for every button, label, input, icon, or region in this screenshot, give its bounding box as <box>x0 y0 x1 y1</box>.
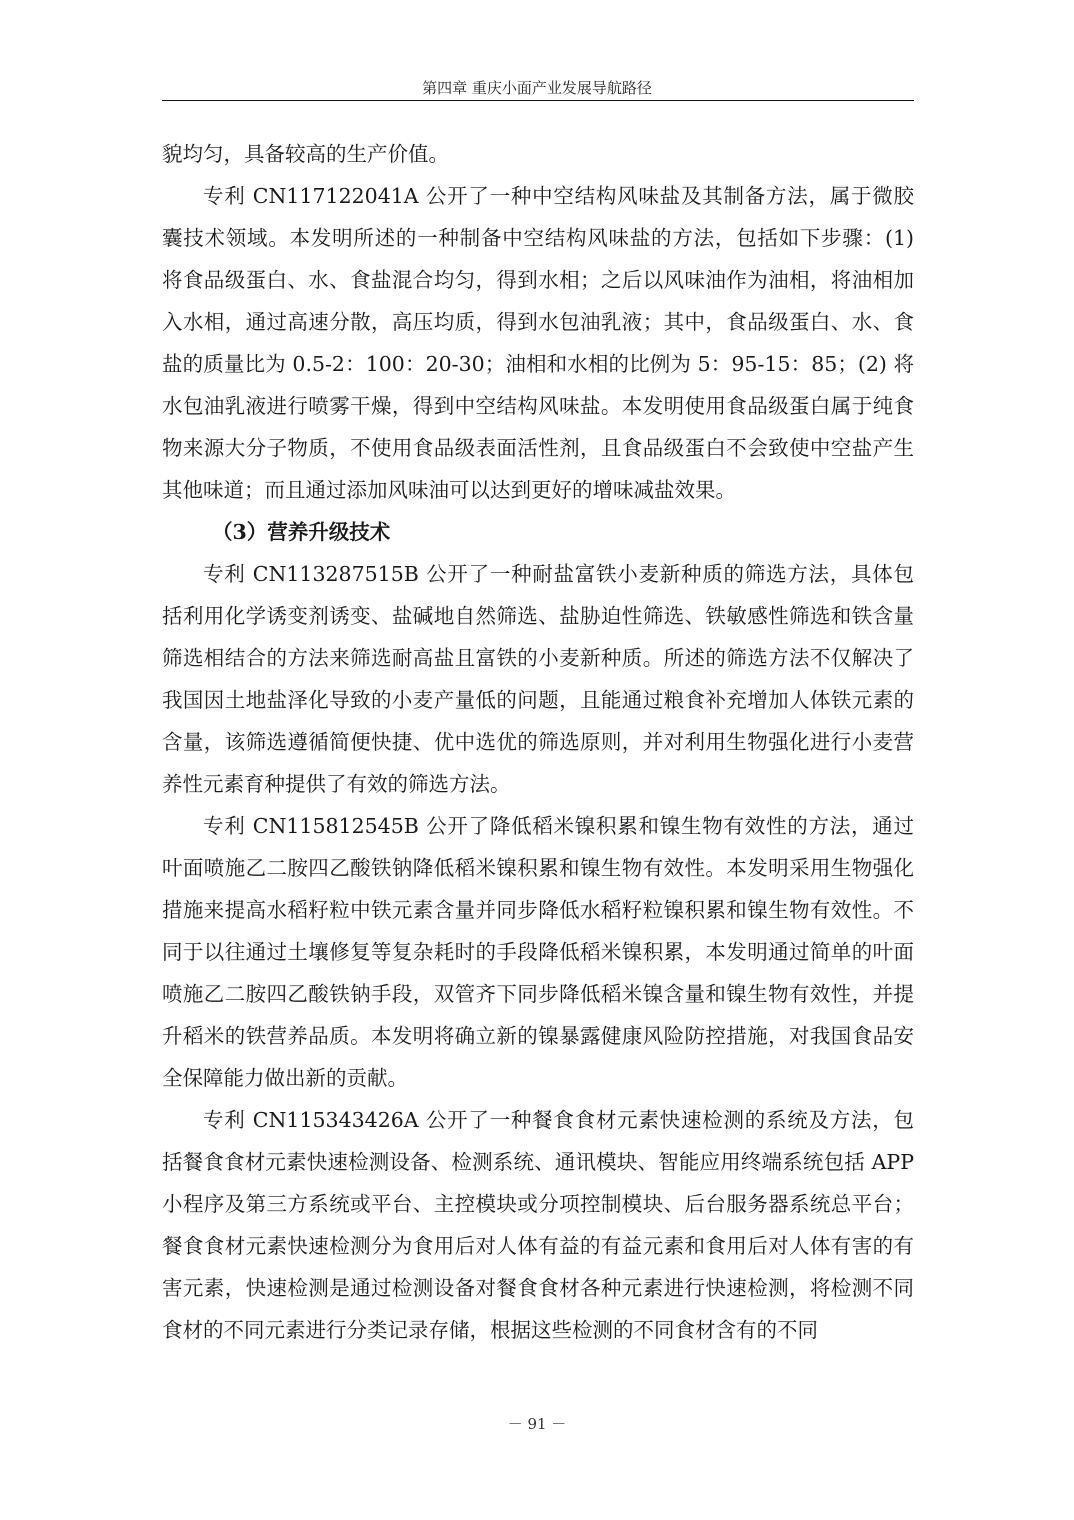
page-body <box>162 133 914 1351</box>
page-number: － 91 － <box>507 1415 567 1433</box>
running-header: 第四章 重庆小面产业发展导航路径 <box>422 79 652 97</box>
paragraph-continuation: 貌均匀，具备较高的生产价值。 <box>162 142 449 166</box>
paragraph-patent-cn115343426a: 专利 CN115343426A 公开了一种餐食食材元素快速检测的系统及方法，包括餐食食材元素快速检测设备、检测系统、通讯模块、智能应用终端系统包括 APP 小程序及第三方系统或平台、主控模块或分项控制模块、后台服务器系统总平台；餐食食材元素快速检测分为食用后对人体有益的有益元素和食用后对人体有害的有害元素，快速检测是通过检测设备对餐食食材各种元素进行快速检测，将检测不同食材的不同元素进行分类记录存储，根据这些检测的不同食材含有的不同 <box>162 1108 914 1342</box>
header-rule <box>162 100 914 101</box>
paragraph-patent-cn117122041a: 专利 CN117122041A 公开了一种中空结构风味盐及其制备方法，属于微胶囊技术领域。本发明所述的一种制备中空结构风味盐的方法，包括如下步骤：(1) 将食品级蛋白、水、食盐混合均匀，得到水相；之后以风味油作为油相，将油相加入水相，通过高速分散，高压均质，得到水包油乳液；其中，食品级蛋白、水、食盐的质量比为 0.5-2：100：20-30；油相和水相的比例为 5：95-15：85；(2) 将水包油乳液进行喷雾干燥，得到中空结构风味盐。本发明使用食品级蛋白属于纯食物来源大分子物质，不使用食品级表面活性剂，且食品级蛋白不会致使中空盐产生其他味道；而且通过添加风味油可以达到更好的增味减盐效果。 <box>162 184 914 502</box>
section-heading: （3）营养升级技术 <box>212 520 391 544</box>
paragraph-patent-cn115812545b: 专利 CN115812545B 公开了降低稻米镍积累和镍生物有效性的方法，通过叶面喷施乙二胺四乙酸铁钠降低稻米镍积累和镍生物有效性。本发明采用生物强化措施来提高水稻籽粒中铁元素含量并同步降低水稻籽粒镍积累和镍生物有效性。不同于以往通过土壤修复等复杂耗时的手段降低稻米镍积累，本发明通过简单的叶面喷施乙二胺四乙酸铁钠手段，双管齐下同步降低稻米镍含量和镍生物有效性，并提升稻米的铁营养品质。本发明将确立新的镍暴露健康风险防控措施，对我国食品安全保障能力做出新的贡献。 <box>162 814 914 1090</box>
paragraph-patent-cn113287515b: 专利 CN113287515B 公开了一种耐盐富铁小麦新种质的筛选方法，具体包括利用化学诱变剂诱变、盐碱地自然筛选、盐胁迫性筛选、铁敏感性筛选和铁含量筛选相结合的方法来筛选耐高盐且富铁的小麦新种质。所述的筛选方法不仅解决了我国因土地盐泽化导致的小麦产量低的问题，且能通过粮食补充增加人体铁元素的含量，该筛选遵循简便快捷、优中选优的筛选原则，并对利用生物强化进行小麦营养性元素育种提供了有效的筛选方法。 <box>162 562 914 796</box>
